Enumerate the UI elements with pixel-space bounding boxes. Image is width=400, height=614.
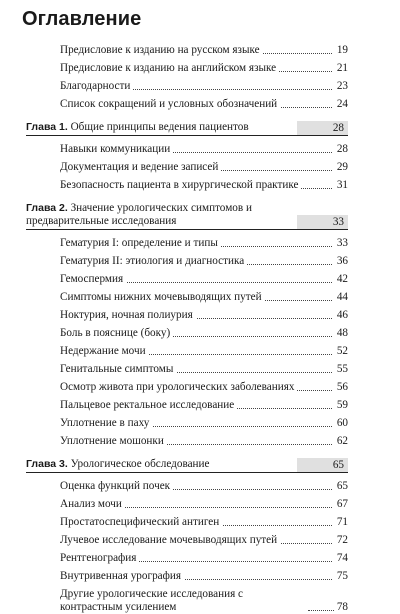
toc-entry-title: Навыки коммуникации (60, 143, 173, 155)
toc-entry-page: 21 (334, 62, 348, 75)
chapter-page: 28 (297, 121, 348, 135)
toc-entry-page: 55 (334, 363, 348, 376)
toc-entry-title: Другие урологические исследования с контрастным усилением (60, 588, 308, 614)
toc-entry-page: 42 (334, 273, 348, 286)
toc-entry[interactable] (60, 516, 348, 529)
toc-entry[interactable] (60, 498, 348, 511)
toc-entry[interactable] (60, 80, 348, 93)
toc-entry[interactable] (60, 534, 348, 547)
toc-entry-title: Внутривенная урография (60, 570, 184, 582)
toc-entry-title: Гематурия I: определение и типы (60, 237, 221, 249)
toc-entry-page: 19 (334, 44, 348, 57)
toc-entry-page: 52 (334, 345, 348, 358)
toc-entry[interactable] (60, 435, 348, 448)
toc-entry-title: Гематурия II: этиология и диагностика (60, 255, 247, 267)
toc-entry-title: Уплотнение мошонки (60, 435, 167, 447)
toc-entry[interactable] (60, 179, 348, 192)
toc-entry-title: Предисловие к изданию на английском языке (60, 62, 279, 74)
toc-entry-page: 23 (334, 80, 348, 93)
toc-entry-title: Ноктурия, ночная полиурия (60, 309, 196, 321)
toc-entry-title: Безопасность пациента в хирургической практике (60, 179, 301, 191)
toc-entry-title: Уплотнение в паху (60, 417, 152, 429)
toc-entry-title: Предисловие к изданию на русском языке (60, 44, 263, 56)
toc-entry-page: 46 (334, 309, 348, 322)
toc-entry-page: 62 (334, 435, 348, 448)
toc-entry-page: 31 (334, 179, 348, 192)
toc-entry[interactable] (60, 345, 348, 358)
toc-entry-title: Гемоспермия (60, 273, 126, 285)
toc-entry-page: 56 (334, 381, 348, 394)
toc-entry-page: 29 (334, 161, 348, 174)
toc-entry-page: 60 (334, 417, 348, 430)
toc-entry-page: 44 (334, 291, 348, 304)
chapter-heading[interactable] (26, 121, 348, 136)
toc-entry-title: Генитальные симптомы (60, 363, 176, 375)
chapter-page: 65 (297, 458, 348, 472)
toc-entry[interactable] (60, 62, 348, 75)
toc-entry[interactable] (60, 552, 348, 565)
table-of-contents (26, 43, 348, 614)
toc-entry[interactable] (60, 588, 348, 614)
toc-entry-title: Недержание мочи (60, 345, 149, 357)
toc-entry[interactable] (60, 255, 348, 268)
toc-entry-title: Документация и ведение записей (60, 161, 221, 173)
toc-entry-title: Лучевое исследование мочевыводящих путей (60, 534, 280, 546)
toc-entry[interactable] (60, 363, 348, 376)
toc-entry[interactable] (60, 381, 348, 394)
chapter-page: 33 (297, 215, 348, 229)
chapter-heading[interactable] (26, 202, 348, 230)
toc-entry-title: Осмотр живота при урологических заболеваниях (60, 381, 297, 393)
chapter-number: Глава 2. (26, 202, 68, 214)
toc-entry[interactable] (60, 273, 348, 286)
toc-entry[interactable] (60, 399, 348, 412)
toc-entry[interactable] (60, 309, 348, 322)
toc-entry-title: Пальцевое ректальное исследование (60, 399, 237, 411)
chapter-number: Глава 3. (26, 458, 68, 470)
toc-entry-page: 78 (336, 601, 348, 613)
chapter-title: Урологическое обследование (70, 458, 210, 470)
toc-entry-title: Симптомы нижних мочевыводящих путей (60, 291, 265, 303)
toc-entry[interactable] (60, 161, 348, 174)
toc-entry[interactable] (60, 237, 348, 250)
toc-entry-title: Анализ мочи (60, 498, 125, 510)
toc-entry[interactable] (60, 570, 348, 583)
toc-entry-title: Простатоспецифический антиген (60, 516, 222, 528)
toc-entry-title: Боль в пояснице (боку) (60, 327, 173, 339)
toc-entry-title: Благодарности (60, 80, 133, 92)
page-title: Оглавление (22, 8, 142, 30)
toc-entry-page: 28 (334, 143, 348, 156)
toc-entry-page: 36 (334, 255, 348, 268)
toc-entry[interactable] (60, 44, 348, 57)
toc-entry-page: 74 (334, 552, 348, 565)
toc-entry-page: 33 (334, 237, 348, 250)
toc-entry[interactable] (60, 98, 348, 111)
toc-entry[interactable] (60, 417, 348, 430)
chapter-title: Общие принципы ведения пациентов (70, 121, 249, 133)
toc-entry-title: Список сокращений и условных обозначений (60, 98, 280, 110)
toc-entry-page: 65 (334, 480, 348, 493)
toc-entry-page: 71 (334, 516, 348, 529)
toc-entry[interactable] (60, 480, 348, 493)
toc-entry-page: 72 (334, 534, 348, 547)
toc-entry-page: 75 (334, 570, 348, 583)
chapter-number: Глава 1. (26, 121, 68, 133)
toc-entry-title: Рентгенография (60, 552, 139, 564)
toc-entry-page: 48 (334, 327, 348, 340)
chapter-heading[interactable] (26, 458, 348, 473)
toc-entry-page: 59 (334, 399, 348, 412)
chapter-title: Значение урологических симптомов и предварительные исследования (26, 202, 252, 227)
toc-entry[interactable] (60, 291, 348, 304)
toc-entry-title: Оценка функций почек (60, 480, 173, 492)
toc-entry[interactable] (60, 143, 348, 156)
toc-entry[interactable] (60, 327, 348, 340)
toc-entry-page: 24 (334, 98, 348, 111)
toc-entry-page: 67 (334, 498, 348, 511)
